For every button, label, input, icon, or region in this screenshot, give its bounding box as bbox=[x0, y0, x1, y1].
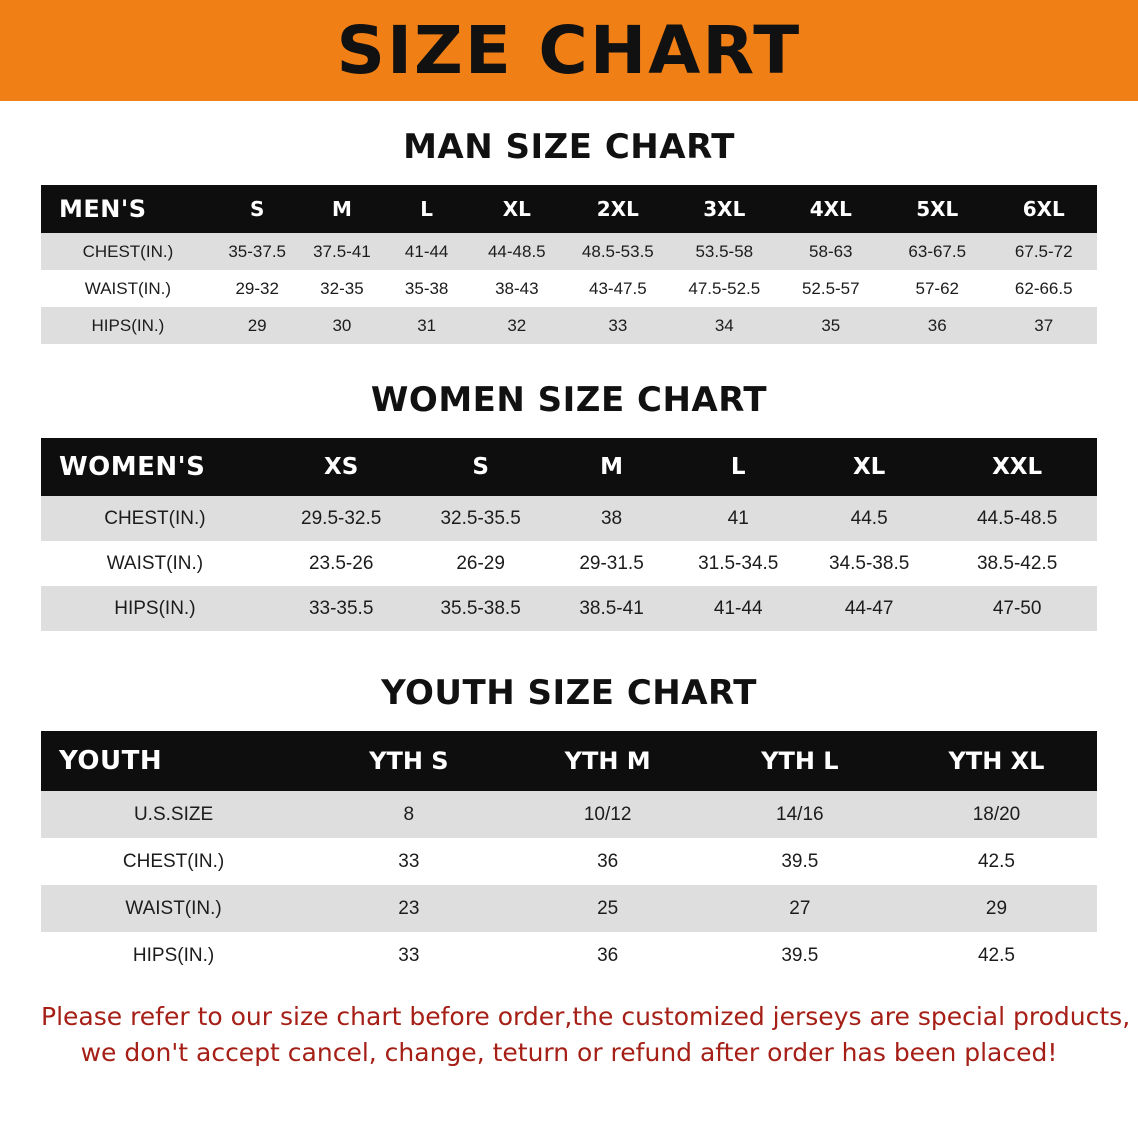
youth-col-s: YTH S bbox=[306, 731, 511, 791]
youth-ussize-m: 10/12 bbox=[512, 791, 704, 838]
men-chest-s: 35-37.5 bbox=[215, 233, 300, 270]
table-row bbox=[41, 496, 1097, 541]
men-waist-xl: 38-43 bbox=[469, 270, 565, 307]
women-col-l: L bbox=[675, 438, 801, 496]
youth-row-header-label: YOUTH bbox=[41, 731, 306, 791]
women-waist-xs: 23.5-26 bbox=[269, 541, 414, 586]
women-col-xs: XS bbox=[269, 438, 414, 496]
women-hips-s: 35.5-38.5 bbox=[414, 586, 548, 631]
men-waist-s: 29-32 bbox=[215, 270, 300, 307]
men-waist-l: 35-38 bbox=[384, 270, 469, 307]
table-row bbox=[41, 838, 1097, 885]
table-wrap-youth bbox=[41, 731, 1097, 979]
men-chest-6xl: 67.5-72 bbox=[990, 233, 1097, 270]
youth-ussize-l: 14/16 bbox=[704, 791, 896, 838]
youth-ussize-label: U.S.SIZE bbox=[41, 791, 306, 838]
women-col-s: S bbox=[414, 438, 548, 496]
youth-hips-m: 36 bbox=[512, 932, 704, 979]
women-waist-xxl: 38.5-42.5 bbox=[937, 541, 1097, 586]
men-waist-m: 32-35 bbox=[300, 270, 385, 307]
men-waist-2xl: 43-47.5 bbox=[565, 270, 671, 307]
men-chest-label: CHEST(IN.) bbox=[41, 233, 215, 270]
youth-chest-xl: 42.5 bbox=[896, 838, 1097, 885]
women-col-xl: XL bbox=[801, 438, 937, 496]
women-chest-xxl: 44.5-48.5 bbox=[937, 496, 1097, 541]
table-row bbox=[41, 270, 1097, 307]
men-col-l: L bbox=[384, 185, 469, 233]
men-row-header-label: MEN'S bbox=[41, 185, 215, 233]
women-chest-xs: 29.5-32.5 bbox=[269, 496, 414, 541]
table-row bbox=[41, 791, 1097, 838]
youth-hips-label: HIPS(IN.) bbox=[41, 932, 306, 979]
men-hips-3xl: 34 bbox=[671, 307, 777, 344]
youth-waist-label: WAIST(IN.) bbox=[41, 885, 306, 932]
women-chest-l: 41 bbox=[675, 496, 801, 541]
table-row bbox=[41, 586, 1097, 631]
men-hips-2xl: 33 bbox=[565, 307, 671, 344]
men-chest-l: 41-44 bbox=[384, 233, 469, 270]
youth-chest-s: 33 bbox=[306, 838, 511, 885]
women-waist-xl: 34.5-38.5 bbox=[801, 541, 937, 586]
women-hips-label: HIPS(IN.) bbox=[41, 586, 269, 631]
header-banner bbox=[0, 0, 1138, 101]
men-col-2xl: 2XL bbox=[565, 185, 671, 233]
women-col-m: M bbox=[548, 438, 676, 496]
youth-chest-label: CHEST(IN.) bbox=[41, 838, 306, 885]
table-row bbox=[41, 932, 1097, 979]
women-chest-xl: 44.5 bbox=[801, 496, 937, 541]
table-row bbox=[41, 307, 1097, 344]
youth-waist-s: 23 bbox=[306, 885, 511, 932]
table-header-row bbox=[41, 438, 1097, 496]
women-row-header-label: WOMEN'S bbox=[41, 438, 269, 496]
men-waist-4xl: 52.5-57 bbox=[778, 270, 884, 307]
page-title: SIZE CHART bbox=[336, 11, 802, 89]
youth-ussize-xl: 18/20 bbox=[896, 791, 1097, 838]
youth-ussize-s: 8 bbox=[306, 791, 511, 838]
women-chest-label: CHEST(IN.) bbox=[41, 496, 269, 541]
men-waist-6xl: 62-66.5 bbox=[990, 270, 1097, 307]
women-hips-xs: 33-35.5 bbox=[269, 586, 414, 631]
men-chest-m: 37.5-41 bbox=[300, 233, 385, 270]
table-row bbox=[41, 885, 1097, 932]
women-waist-s: 26-29 bbox=[414, 541, 548, 586]
youth-chest-l: 39.5 bbox=[704, 838, 896, 885]
men-hips-l: 31 bbox=[384, 307, 469, 344]
disclaimer-line-2: we don't accept cancel, change, teturn or refund after order has been placed! bbox=[80, 1038, 1058, 1068]
section-title-man: MAN SIZE CHART bbox=[403, 127, 735, 167]
table-wrap-man bbox=[41, 185, 1097, 344]
men-hips-xl: 32 bbox=[469, 307, 565, 344]
youth-hips-l: 39.5 bbox=[704, 932, 896, 979]
table-header-row bbox=[41, 185, 1097, 233]
men-waist-5xl: 57-62 bbox=[884, 270, 990, 307]
men-col-m: M bbox=[300, 185, 385, 233]
women-hips-xxl: 47-50 bbox=[937, 586, 1097, 631]
men-chest-4xl: 58-63 bbox=[778, 233, 884, 270]
men-hips-4xl: 35 bbox=[778, 307, 884, 344]
women-hips-xl: 44-47 bbox=[801, 586, 937, 631]
men-waist-label: WAIST(IN.) bbox=[41, 270, 215, 307]
women-waist-l: 31.5-34.5 bbox=[675, 541, 801, 586]
men-col-3xl: 3XL bbox=[671, 185, 777, 233]
men-hips-m: 30 bbox=[300, 307, 385, 344]
men-hips-6xl: 37 bbox=[990, 307, 1097, 344]
table-row bbox=[41, 541, 1097, 586]
youth-col-l: YTH L bbox=[704, 731, 896, 791]
men-chest-3xl: 53.5-58 bbox=[671, 233, 777, 270]
men-chest-2xl: 48.5-53.5 bbox=[565, 233, 671, 270]
youth-waist-xl: 29 bbox=[896, 885, 1097, 932]
men-col-6xl: 6XL bbox=[990, 185, 1097, 233]
table-header-row bbox=[41, 731, 1097, 791]
men-chest-xl: 44-48.5 bbox=[469, 233, 565, 270]
youth-waist-l: 27 bbox=[704, 885, 896, 932]
women-chest-s: 32.5-35.5 bbox=[414, 496, 548, 541]
women-hips-m: 38.5-41 bbox=[548, 586, 676, 631]
section-title-youth: YOUTH SIZE CHART bbox=[381, 673, 757, 713]
men-hips-s: 29 bbox=[215, 307, 300, 344]
men-size-table bbox=[41, 185, 1097, 344]
men-hips-5xl: 36 bbox=[884, 307, 990, 344]
youth-hips-xl: 42.5 bbox=[896, 932, 1097, 979]
women-waist-label: WAIST(IN.) bbox=[41, 541, 269, 586]
men-hips-label: HIPS(IN.) bbox=[41, 307, 215, 344]
youth-chest-m: 36 bbox=[512, 838, 704, 885]
men-col-s: S bbox=[215, 185, 300, 233]
men-col-xl: XL bbox=[469, 185, 565, 233]
women-size-table bbox=[41, 438, 1097, 631]
men-col-5xl: 5XL bbox=[884, 185, 990, 233]
women-hips-l: 41-44 bbox=[675, 586, 801, 631]
section-title-women: WOMEN SIZE CHART bbox=[370, 380, 768, 420]
women-waist-m: 29-31.5 bbox=[548, 541, 676, 586]
women-chest-m: 38 bbox=[548, 496, 676, 541]
men-waist-3xl: 47.5-52.5 bbox=[671, 270, 777, 307]
disclaimer-note bbox=[41, 999, 1131, 1072]
youth-hips-s: 33 bbox=[306, 932, 511, 979]
table-row bbox=[41, 233, 1097, 270]
men-chest-5xl: 63-67.5 bbox=[884, 233, 990, 270]
youth-col-m: YTH M bbox=[512, 731, 704, 791]
disclaimer-line-1: Please refer to our size chart before order,the customized jerseys are special products, bbox=[41, 1002, 1131, 1031]
table-wrap-women bbox=[41, 438, 1097, 631]
youth-size-table bbox=[41, 731, 1097, 979]
men-col-4xl: 4XL bbox=[778, 185, 884, 233]
youth-waist-m: 25 bbox=[512, 885, 704, 932]
youth-col-xl: YTH XL bbox=[896, 731, 1097, 791]
women-col-xxl: XXL bbox=[937, 438, 1097, 496]
